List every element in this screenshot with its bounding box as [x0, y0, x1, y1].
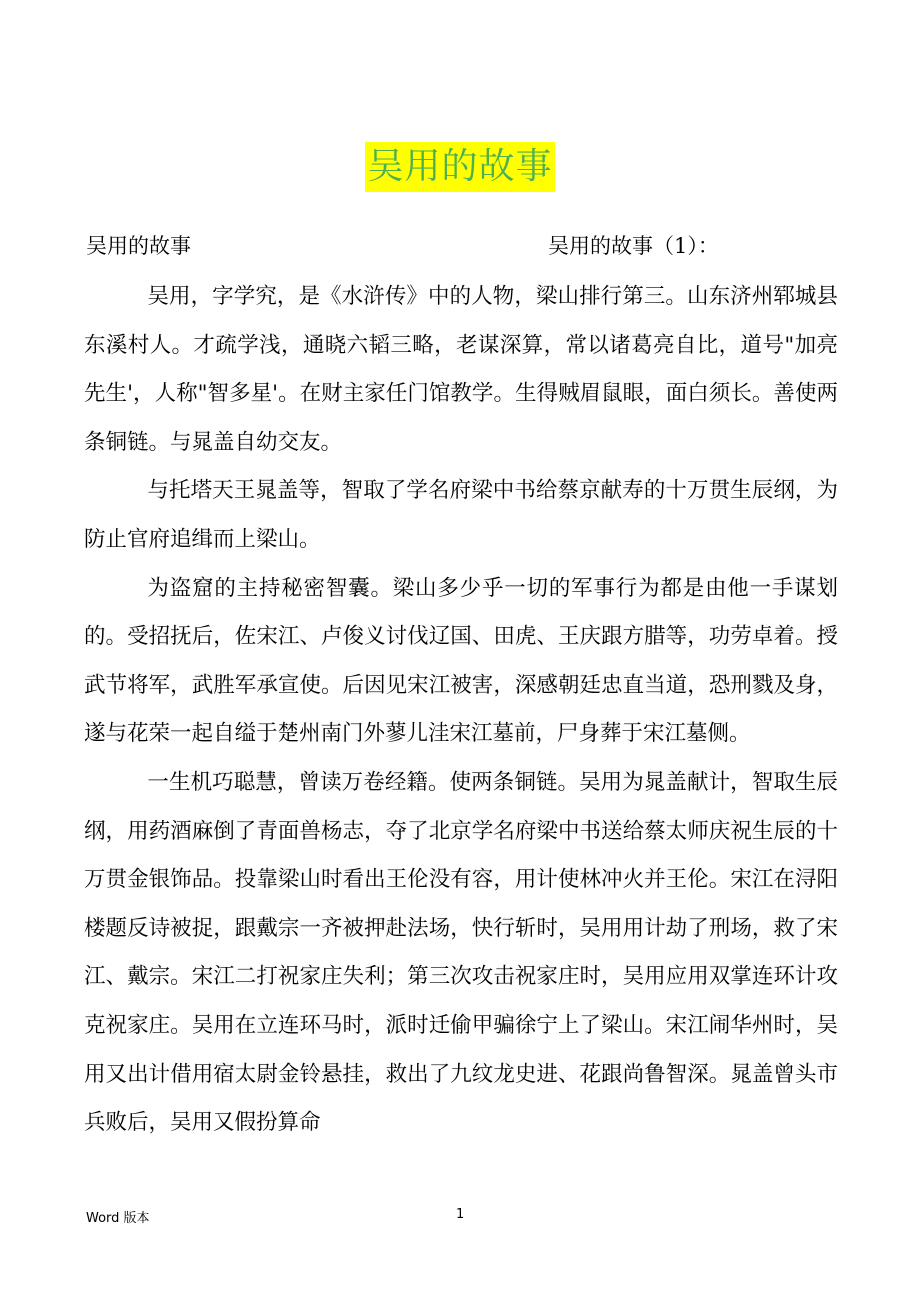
body-text [84, 273, 838, 1148]
subtitle-right: 吴用的故事（1）： [548, 234, 719, 258]
paragraph: 为盗窟的主持秘密智囊。梁山多少乎一切的军事行为都是由他一手谋划的。受招抚后，佐宋江、卢俊义讨伐辽国、田虎、王庆跟方腊等，功劳卓着。授武节将军，武胜军承宣使。后因见宋江被害，深感朝廷忠直当道，恐刑戮及身，遂与花荣一起自缢于楚州南门外蓼儿洼宋江墓前，尸身葬于宋江墓侧。 [84, 575, 838, 747]
paragraph: 吴用，字学究，是《水浒传》中的人物，梁山排行第三。山东济州郓城县东溪村人。才疏学浅，通晓六韬三略，老谋深算，常以诸葛亮自比，道号"加亮先生'，人称"智多星'。在财主家任门馆教学。生得贼眉鼠眼，面白须长。善使两条铜链。与晁盖自幼交友。 [84, 284, 838, 455]
page-footer [0, 1207, 920, 1227]
subtitle-row [86, 228, 836, 264]
subtitle-left: 吴用的故事 [86, 234, 191, 258]
paragraph: 与托塔天王晁盖等，智取了学名府梁中书给蔡京献寿的十万贯生辰纲，为防止官府追缉而上梁山。 [84, 478, 838, 552]
document-title: 吴用的故事 [365, 142, 554, 192]
paragraph: 一生机巧聪慧，曾读万卷经籍。使两条铜链。吴用为晁盖献计，智取生辰纲，用药酒麻倒了青面兽杨志，夺了北京学名府梁中书送给蔡太师庆祝生辰的十万贯金银饰品。投靠梁山时看出王伦没有容，用计使林冲火并王伦。宋江在浔阳楼题反诗被捉，跟戴宗一齐被押赴法场，快行斩时，吴用用计劫了刑场，救了宋江、戴宗。宋江二打祝家庄失利；第三次攻击祝家庄时，吴用应用双掌连环计攻克祝家庄。吴用在立连环马时，派时迁偷甲骗徐宁上了梁山。宋江闹华州时，吴用又出计借用宿太尉金铃悬挂，救出了九纹龙史进、花跟尚鲁智深。晁盖曾头市兵败后，吴用又假扮算命 [84, 769, 838, 1136]
page-number: 1 [456, 1207, 465, 1222]
title-container [0, 142, 920, 192]
footer-label: Word 版本 [86, 1211, 150, 1226]
